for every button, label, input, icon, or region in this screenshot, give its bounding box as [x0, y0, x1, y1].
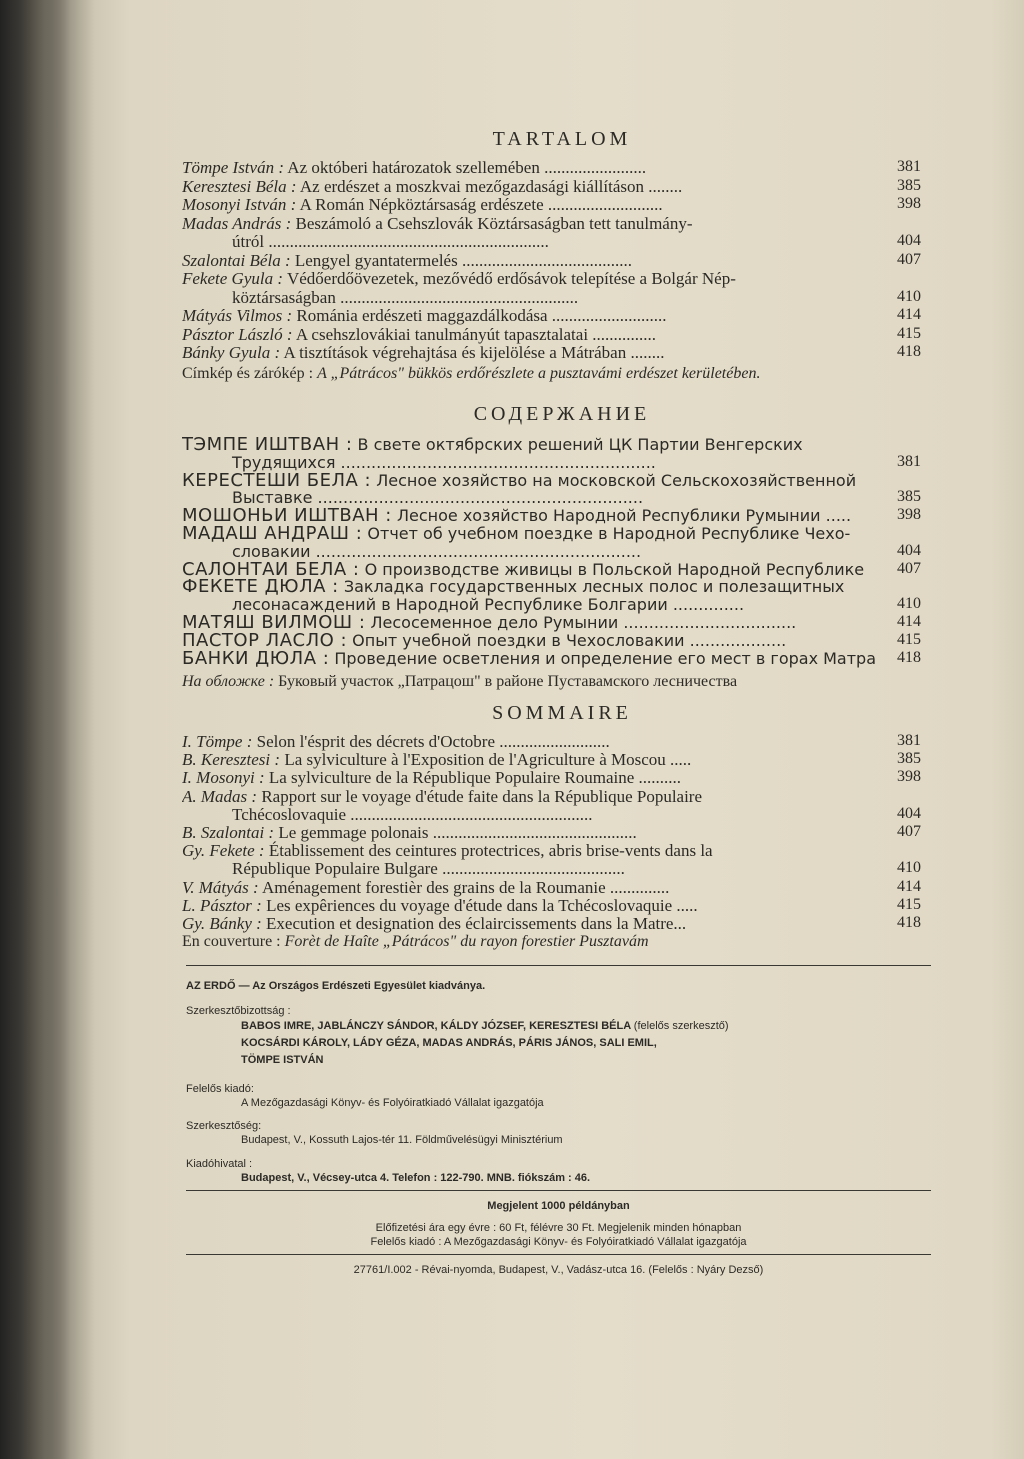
- entry-title: Лесное хозяйство Народной Республики Румынии .....: [396, 506, 852, 526]
- cover-description: Forèt de Haîte „Pátrácos" du rayon forestier Pusztavám: [284, 933, 649, 950]
- office-label: Kiadóhivatal :: [186, 1158, 253, 1170]
- entry-title: Execution et designation des éclaircissements dans la Matre...: [266, 914, 687, 933]
- entry-author: L. Pásztor :: [182, 895, 262, 915]
- entry-author: B. Szalontai :: [182, 823, 275, 842]
- entry-page-number: 404: [897, 232, 921, 249]
- entry-page-number: 385: [897, 488, 921, 506]
- entry-title: О производстве живицы в Польской Народной Республике: [364, 559, 865, 579]
- book-binding-shadow: [0, 0, 70, 1459]
- entry-page-number: 381: [897, 452, 921, 470]
- responsible-line: Felelős kiadó : A Mezőgazdasági Könyv- és Folyóiratkiadó Vállalat igazgatója: [370, 1236, 747, 1248]
- entry-author: B. Keresztesi :: [182, 750, 281, 770]
- entry-title: A tisztítások végrehajtása és kijelölése a Mátrában ........: [283, 343, 665, 362]
- divider: [186, 965, 931, 966]
- entry-title: лесонасаждений в Народной Республике Болгарии ..............: [232, 595, 745, 615]
- copies-line: Megjelent 1000 példányban: [487, 1200, 630, 1212]
- entry-author: I. Mosonyi :: [182, 768, 265, 788]
- entry-page-number: 415: [897, 895, 921, 913]
- entry-title: Le gemmage polonais ................................................: [278, 823, 637, 842]
- cover-label: Címkép és zárókép :: [182, 365, 314, 382]
- entry-author: Keresztesi Béla :: [182, 176, 297, 196]
- editorial-value: Budapest, V., Kossuth Lajos-tér 11. Földművelésügyi Minisztérium: [241, 1134, 563, 1146]
- subscription-line: Előfizetési ára egy évre : 60 Ft, félévre 30 Ft. Megjelenik minden hónapban: [375, 1222, 742, 1234]
- cover-label: На обложке :: [182, 673, 275, 690]
- entry-title: Rapport sur le voyage d'étude faite dans la République Populaire: [261, 786, 703, 806]
- entry-title: Románia erdészeti maggazdálkodása ...........................: [296, 306, 667, 325]
- entry-title: Трудящихся ..............................................................: [232, 452, 656, 472]
- entry-page-number: 418: [897, 343, 921, 360]
- board-note: (felelős szerkesztő): [633, 1020, 729, 1032]
- entry-author: Mosonyi István :: [182, 195, 297, 214]
- entry-author: МАТЯШ ВИЛМОШ :: [182, 613, 366, 633]
- entry-title: A csehszlovákiai tanulmányút tapasztalatai ...............: [295, 324, 657, 344]
- entry-page-number: 398: [897, 768, 921, 786]
- entry-title: Выставке ................................................................: [232, 488, 644, 508]
- board-label: Szerkesztőbizottság :: [186, 1005, 291, 1017]
- sommaire-title: SOMMAIRE: [492, 702, 632, 724]
- board-line-3: TÖMPE ISTVÁN: [241, 1054, 324, 1066]
- entry-title: Lengyel gyantatermelés ........................................: [294, 250, 632, 270]
- board-line-2: KOCSÁRDI KÁROLY, LÁDY GÉZA, MADAS ANDRÁS, PÁRIS JÁNOS, SALI EMIL,: [241, 1037, 657, 1049]
- journal-publisher: — Az Országos Erdészeti Egyesület kiadványa.: [238, 980, 486, 992]
- entry-author: Szalontai Béla :: [182, 250, 291, 270]
- entry-page-number: 381: [897, 732, 921, 749]
- entry-title: словакии ................................................................: [232, 541, 642, 561]
- entry-page-number: 418: [897, 914, 921, 931]
- divider: [186, 1254, 931, 1255]
- publisher-line: [186, 980, 946, 992]
- editorial-label: Szerkesztőség:: [186, 1120, 262, 1132]
- entry-page-number: 414: [897, 306, 921, 323]
- entry-author: МОШОНЬИ ИШТВАН :: [182, 506, 392, 527]
- entry-title: Лесосеменное дело Румынии ..................................: [370, 613, 797, 632]
- entry-author: Fekete Gyula :: [182, 269, 283, 288]
- entry-page-number: 410: [897, 859, 921, 877]
- entry-page-number: 414: [897, 877, 921, 895]
- entry-author: Gy. Fekete :: [182, 841, 265, 861]
- imprint: [186, 0, 946, 1459]
- entry-author: A. Madas :: [182, 786, 258, 806]
- soderzhanie-title: СОДЕРЖАНИЕ: [473, 403, 651, 425]
- entry-title: Закладка государственных лесных полос и полезащитных: [343, 577, 845, 597]
- entry-author: Bánky Gyula :: [182, 343, 281, 362]
- entry-page-number: 415: [897, 324, 921, 342]
- entry-title: Проведение осветления и определение его мест в горах Матра: [334, 648, 877, 668]
- board-names-1: BABOS IMRE, JABLÁNCZY SÁNDOR, KÁLDY JÓZSEF, KERESZTESI BÉLA: [241, 1020, 631, 1032]
- entry-title: République Populaire Bulgare ...........................................: [232, 859, 625, 879]
- entry-author: Pásztor László :: [182, 324, 293, 344]
- entry-author: Gy. Bánky :: [182, 914, 262, 933]
- entry-author: БАНКИ ДЮЛА :: [182, 648, 330, 669]
- entry-title: Az erdészet a moszkvai mezőgazdasági kiállításon ........: [299, 176, 683, 196]
- entry-title: Опыт учебной поездки в Чехословакии ...................: [352, 630, 787, 650]
- entry-page-number: 410: [897, 595, 921, 613]
- entry-page-number: 415: [897, 630, 921, 648]
- entry-page-number: 398: [897, 506, 921, 524]
- entry-title: Tchécoslovaquie .........................................................: [232, 804, 593, 824]
- entry-author: ФЕКЕТЕ ДЮЛА :: [182, 577, 339, 598]
- entry-title: Établissement des ceintures protectrices, abris brise-vents dans la: [268, 841, 713, 861]
- office-value: Budapest, V., Vécsey-utca 4. Telefon : 122-790. MNB. fiókszám : 46.: [241, 1172, 591, 1184]
- entry-title: Отчет об учебном поездке в Народной Республике Чехо-: [367, 524, 851, 543]
- entry-author: КЕРЕСТЕШИ БЕЛА :: [182, 470, 372, 491]
- entry-title: Az októberi határozatok szellemében ........................: [287, 158, 647, 177]
- entry-page-number: 407: [897, 823, 921, 840]
- entry-author: САЛОНТАИ БЕЛА :: [182, 559, 360, 580]
- entry-title: köztársaságban ........................................................: [232, 287, 579, 307]
- entry-page-number: 404: [897, 804, 921, 822]
- entry-title: La sylviculture de la République Populaire Roumaine ..........: [268, 768, 682, 788]
- cover-description: Буковый участок „Патрацош" в районе Пуставамского лесничества: [278, 673, 738, 690]
- printer-line: 27761/I.002 - Révai-nyomda, Budapest, V., Vadász-utca 16. (Felelős : Nyáry Dezső): [353, 1264, 764, 1276]
- entry-title: Aménagement forestièr des grains de la Roumanie ..............: [261, 877, 670, 897]
- entry-page-number: 407: [897, 250, 921, 268]
- tartalom-title: TARTALOM: [492, 128, 632, 150]
- publisher-value: A Mezőgazdasági Könyv- és Folyóiratkiadó Vállalat igazgatója: [241, 1097, 544, 1109]
- entry-title: Selon l'ésprit des décrets d'Octobre ..........................: [256, 732, 610, 751]
- entry-page-number: 410: [897, 287, 921, 305]
- publisher-label: Felelős kiadó:: [186, 1083, 254, 1095]
- entry-author: Madas András :: [182, 213, 292, 233]
- entry-author: ТЭМПЕ ИШТВАН :: [182, 435, 353, 455]
- entry-page-number: 418: [897, 648, 921, 666]
- entry-author: Mátyás Vilmos :: [182, 306, 293, 325]
- journal-name: AZ ERDŐ: [186, 980, 236, 992]
- entry-page-number: 407: [897, 559, 921, 577]
- entry-page-number: 385: [897, 750, 921, 768]
- entry-title: Лесное хозяйство на московской Сельскохозяйственной: [376, 470, 857, 490]
- entry-title: Les expêriences du voyage d'étude dans la Tchécoslovaquie .....: [266, 895, 698, 915]
- entry-author: Tömpe István :: [182, 158, 284, 177]
- divider: [186, 1190, 931, 1191]
- entry-page-number: 385: [897, 176, 921, 194]
- entry-page-number: 381: [897, 158, 921, 175]
- board-line-1: [241, 1020, 946, 1032]
- entry-author: МАДАШ АНДРАШ :: [182, 524, 363, 544]
- cover-description: A „Pátrácos" bükkös erdőrészlete a pusztavámi erdészet kerületében.: [317, 365, 761, 382]
- entry-author: ПАСТОР ЛАСЛО :: [182, 630, 348, 651]
- entry-page-number: 414: [897, 613, 921, 630]
- entry-title: Beszámoló a Csehszlovák Köztársaságban tett tanulmány-: [295, 213, 693, 233]
- entry-title: La sylviculture à l'Exposition de l'Agriculture à Moscou .....: [284, 750, 692, 770]
- entry-title: В свете октябрских решений ЦК Партии Венгерских: [357, 435, 803, 454]
- entry-page-number: 404: [897, 541, 921, 559]
- entry-author: V. Mátyás :: [182, 877, 259, 897]
- entry-page-number: 398: [897, 195, 921, 212]
- entry-title: A Román Népköztársaság erdészete ...........................: [299, 195, 663, 214]
- entry-title: útról ..................................................................: [232, 232, 549, 251]
- entry-author: I. Tömpe :: [182, 732, 253, 751]
- entry-title: Védőerdőövezetek, mezővédő erdősávok telepítése a Bolgár Nép-: [286, 269, 736, 288]
- cover-label: En couverture :: [182, 933, 281, 950]
